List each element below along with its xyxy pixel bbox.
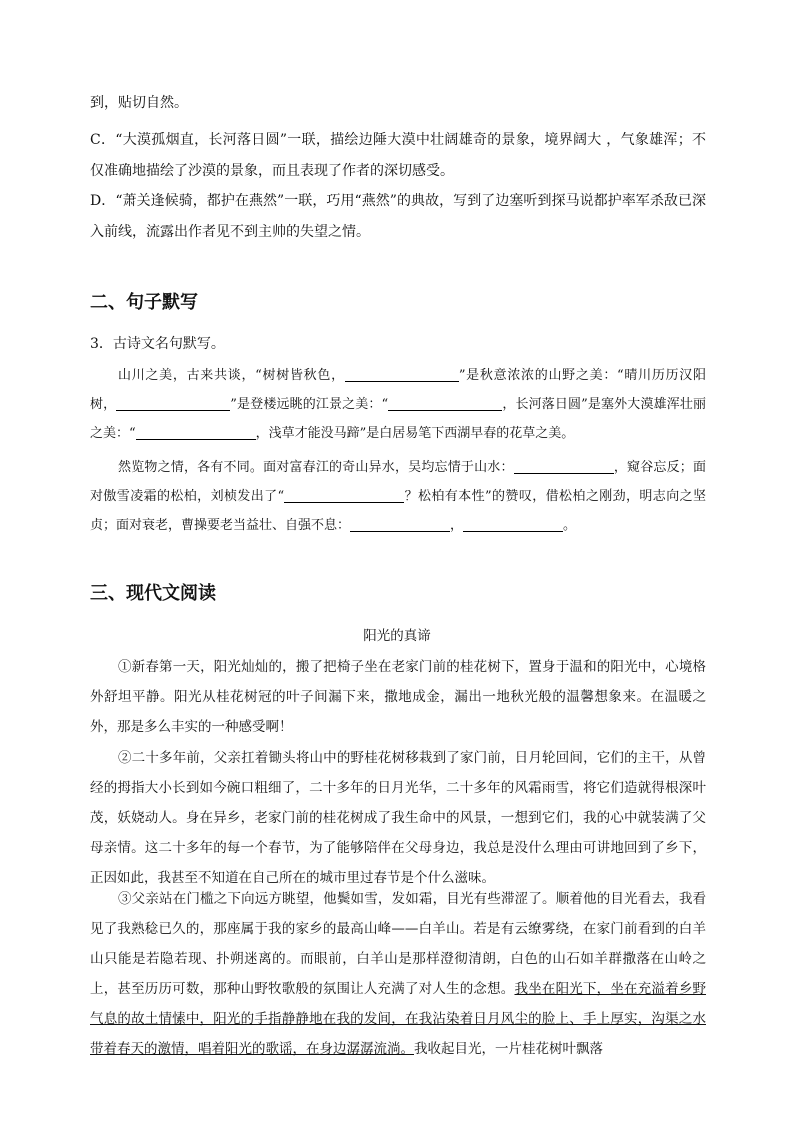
dictation-text: ？松柏有本性”的赞叹，借松柏之刚劲，明志向之坚贞；面对衰老，曹操要老当益壮、自强不息： <box>90 489 706 533</box>
answer-blank[interactable] <box>284 486 404 503</box>
article-paragraph-3 <box>90 884 706 1064</box>
dictation-text: ，长河落日圆”是塞外大漠雄浑壮丽之美：“ <box>90 397 706 441</box>
answer-blank[interactable] <box>345 365 459 382</box>
answer-blank[interactable] <box>463 515 563 532</box>
dictation-text: ”是秋意浓浓的山野之美：“晴川历历汉阳树， <box>90 368 706 412</box>
dictation-text: 然览物之情，各有不同。面对富春江的奇山异水，吴均忘情于山水： <box>118 460 514 475</box>
option-d: D．“萧关逢候骑，都护在燕然”一联，巧用“燕然”的典故，写到了边塞听到探马说都护率军杀敌已深入前线，流露出作者见不到主帅的失望之情。 <box>90 193 706 240</box>
option-b-tail: 到，贴切自然。 <box>90 95 188 111</box>
dictation-paragraph-1 <box>90 361 706 448</box>
section-heading-sentence-dictation: 二、句子默写 <box>90 292 198 313</box>
question-3-label: 3．古诗文名句默写。 <box>90 336 225 352</box>
section-heading-modern-reading: 三、现代文阅读 <box>90 583 216 604</box>
dictation-text: 山川之美，古来共谈，“树树皆秋色， <box>118 368 345 383</box>
dictation-text: ”是登楼远眺的江景之美：“ <box>230 397 389 412</box>
dictation-text: 。 <box>563 518 577 533</box>
paragraph-text: 我收起目光，一片桂花树叶飘落 <box>414 1041 603 1057</box>
answer-blank[interactable] <box>388 394 502 411</box>
article-paragraph-2: ②二十多年前，父亲扛着锄头将山中的野桂花树移栽到了家门前，日月轮回间，它们的主干，从曾经的拇指大小长到如今碗口粗细了，二十多年的日月光华，二十多年的风霜雨雪，将它们造就得根深叶茂，妖娆动人。身在异乡，老家门前的桂花树成了我生命中的风景，一想到它们，我的心中就装满了父母亲情。这二十多年的每一个春节，为了能够陪伴在父母身边，我总是没什么理由可讲地回到了乡下，正因如此，我甚至不知道在自己所在的城市里过春节是个什么滋味。 <box>90 750 706 886</box>
dictation-text: ， <box>450 518 464 533</box>
answer-blank[interactable] <box>116 394 230 411</box>
dictation-text: ，浅草才能没马蹄”是白居易笔下西湖早春的花草之美。 <box>255 426 575 441</box>
dictation-paragraph-2 <box>90 453 706 540</box>
answer-blank[interactable] <box>514 457 614 474</box>
answer-blank[interactable] <box>350 515 450 532</box>
underlined-sentence: 我坐在阳光下，坐在充溢着乡野气息的故土情愫中，阳光的手指静静地在我的发间，在我沾染着日月风尘的脸上、手上厚实，沟渠之水带着春天的激情，唱着阳光的歌谣，在身边潺潺流淌。 <box>90 981 707 1057</box>
paragraph-text: ③父亲站在门槛之下向远方眺望，他鬓如雪，发如霜，目光有些滞涩了。顺着他的目光看去，我看见了我熟稔已久的，那座属于我的家乡的最高山峰——白羊山。若是有云缭雾绕，在家门前看到的白羊山只能是若隐若现、扑朔迷离的。而眼前，白羊山是那样澄彻清朗，白色的山石如羊群撒落在山岭之上，甚至历历可数，那种山野牧歌般的氛围让人充满了对人生的念想。 <box>90 891 706 997</box>
dictation-text: ，窥谷忘反；面对傲雪凌霜的松柏，刘桢发出了“ <box>90 460 706 504</box>
article-title: 阳光的真谛 <box>363 628 431 644</box>
option-c: C．“大漠孤烟直，长河落日圆”一联，描绘边陲大漠中壮阔雄奇的景象，境界阔大 ，气象雄浑；不仅准确地描绘了沙漠的景象，而且表现了作者的深切感受。 <box>90 132 706 179</box>
article-paragraph-1: ①新春第一天，阳光灿灿的，搬了把椅子坐在老家门前的桂花树下，置身于温和的阳光中，心境格外舒坦平静。阳光从桂花树冠的叶子间漏下来，撒地成金，漏出一地秋光般的温馨想象来。在温暖之外，那是多么丰实的一种感受啊！ <box>90 659 706 735</box>
answer-blank[interactable] <box>136 423 256 440</box>
